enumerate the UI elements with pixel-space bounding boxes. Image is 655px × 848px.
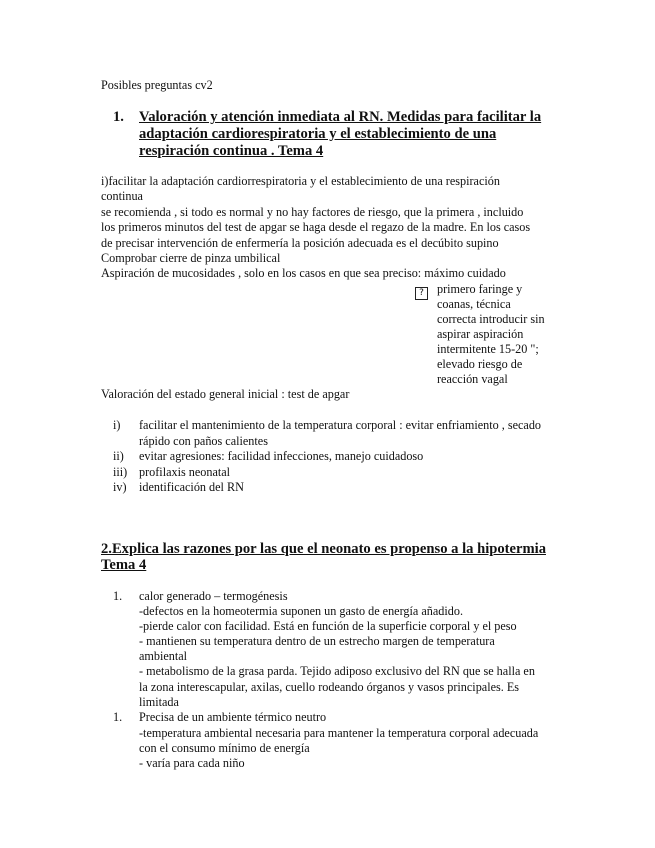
q1-body-line: continua bbox=[101, 189, 143, 203]
q1-body-line: i)facilitar la adaptación cardiorrespiratoria y el establecimiento de una respiración bbox=[101, 174, 500, 188]
list-item-line: facilitar el mantenimiento de la temperatura corporal : evitar enfriamiento , secado bbox=[139, 418, 542, 432]
q2-item-line: -pierde calor con facilidad. Está en función de la superficie corporal y el peso bbox=[139, 619, 517, 633]
list-marker: iii) bbox=[113, 465, 128, 479]
q2-item-line: calor generado – termogénesis bbox=[139, 589, 288, 603]
list-item-line: profilaxis neonatal bbox=[139, 465, 231, 479]
q1-title-line: respiración continua . Tema 4 bbox=[139, 143, 324, 159]
q2-item-line: limitada bbox=[139, 695, 179, 709]
q2-item-marker: 1. bbox=[113, 589, 123, 603]
q2-item-line: - mantienen su temperatura dentro de un estrecho margen de temperatura bbox=[139, 634, 495, 648]
apgar-line: Valoración del estado general inicial : test de apgar bbox=[101, 387, 350, 401]
bullet-line: aspirar aspiración bbox=[437, 327, 524, 341]
list-marker: ii) bbox=[113, 449, 124, 463]
q1-body-line: se recomienda , si todo es normal y no hay factores de riesgo, que la primera , incluido bbox=[101, 205, 524, 219]
q2-item-line: Precisa de un ambiente térmico neutro bbox=[139, 710, 327, 724]
document-top-title: Posibles preguntas cv2 bbox=[101, 78, 213, 92]
list-item-line: identificación del RN bbox=[139, 480, 244, 494]
missing-glyph-bullet bbox=[415, 282, 428, 300]
list-item-line: rápido con paños calientes bbox=[139, 434, 268, 448]
q1-number: 1. bbox=[113, 109, 124, 125]
q2-item-line: - varía para cada niño bbox=[139, 756, 245, 770]
bullet-symbol: ? bbox=[415, 287, 428, 300]
q1-title-line: Valoración y atención inmediata al RN. Medidas para facilitar la bbox=[139, 109, 542, 125]
q1-title-line: adaptación cardiorespiratoria y el establecimiento de una bbox=[139, 126, 497, 142]
q2-item-line: - metabolismo de la grasa parda. Tejido adiposo exclusivo del RN que se halla en bbox=[139, 664, 535, 678]
bullet-line: primero faringe y bbox=[437, 282, 523, 296]
q1-body-line: Aspiración de mucosidades , solo en los casos en que sea preciso: máximo cuidado bbox=[101, 266, 506, 280]
q2-item-line: con el consumo mínimo de energía bbox=[139, 741, 310, 755]
q2-item-marker: 1. bbox=[113, 710, 123, 724]
q1-body-line: los primeros minutos del test de apgar se haga desde el regazo de la madre. En los casos bbox=[101, 220, 531, 234]
bullet-line: correcta introducir sin bbox=[437, 312, 545, 326]
q2-title-line: Tema 4 bbox=[101, 557, 147, 573]
list-item-line: evitar agresiones: facilidad infecciones, manejo cuidadoso bbox=[139, 449, 424, 463]
q1-body-line: Comprobar cierre de pinza umbilical bbox=[101, 251, 281, 265]
list-marker: iv) bbox=[113, 480, 127, 494]
q2-item-line: -temperatura ambiental necesaria para mantener la temperatura corporal adecuada bbox=[139, 726, 539, 740]
q2-item-line: la zona interescapular, axilas, cuello rodeando órganos y vasos principales. Es bbox=[139, 680, 520, 694]
q2-item-line: -defectos en la homeotermia suponen un gasto de energía añadido. bbox=[139, 604, 463, 618]
q2-item-line: ambiental bbox=[139, 649, 188, 663]
q2-title-line: 2.Explica las razones por las que el neonato es propenso a la hipotermia bbox=[101, 541, 546, 557]
q1-body-line: de precisar intervención de enfermería la posición adecuada es el decúbito supino bbox=[101, 236, 499, 250]
list-marker: i) bbox=[113, 418, 121, 432]
bullet-line: coanas, técnica bbox=[437, 297, 511, 311]
bullet-line: reacción vagal bbox=[437, 372, 508, 386]
bullet-line: intermitente 15-20 "; bbox=[437, 342, 539, 356]
bullet-line: elevado riesgo de bbox=[437, 357, 523, 371]
